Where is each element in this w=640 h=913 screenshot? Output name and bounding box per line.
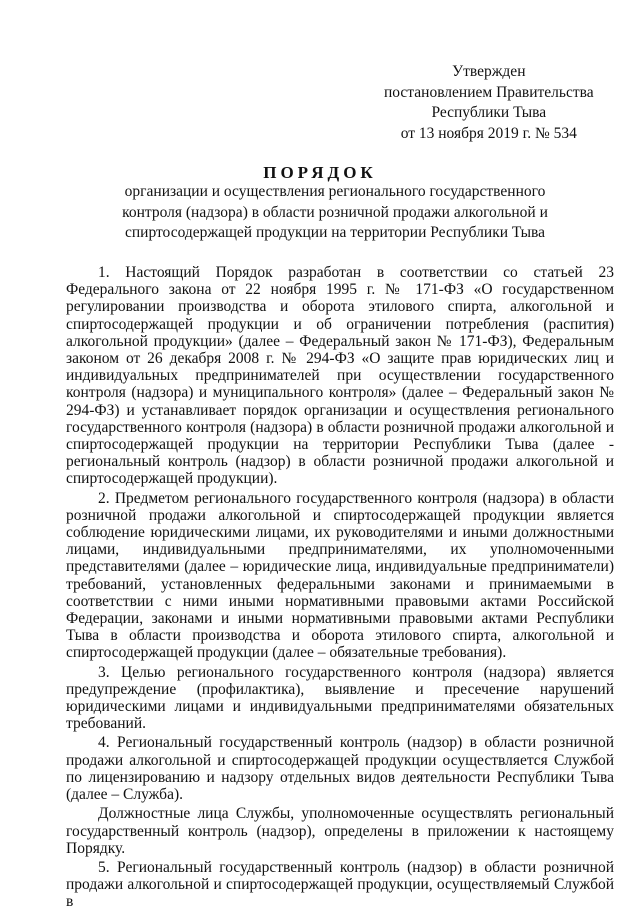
document-body [66,264,614,913]
approval-line-2: постановлением Правительства [384,83,594,101]
approval-stamp [384,62,594,144]
document-title: ПОРЯДОК [263,163,377,182]
paragraph-2: 2. Предметом регионального государственного контроля (надзора) в области розничной продажи алкогольной и спиртосодержащей продукции является соблюдение юридическими лицами, их руководителями и иными должностными лицами, индивидуальными предпринимателями, их уполномоченными представителями (далее – юридические лица, индивидуальные предприниматели) требований, установленных федеральными законами и принимаемыми в соответствии с ними иными нормативными правовыми актами Российской Федерации, законами и иными нормативными правовыми актами Республики Тыва в области производства и оборота этилового спирта, алкогольной и спиртосодержащей продукции (далее – обязательные требования). [66,489,614,662]
paragraph-1: 1. Настоящий Порядок разработан в соответствии со статьей 23 Федерального закона от 22 ноября 1995 г. № 171-ФЗ «О государственном регулировании производства и оборота этилового спирта, алкогольной и спиртосодержащей продукции и об ограничении потребления (распития) алкогольной продукции» (далее – Федеральный закон № 171-ФЗ), Федеральным законом от 26 декабря 2008 г. № 294-ФЗ «О защите прав юридических лиц и индивидуальных предпринимателей при осуществлении государственного контроля (надзора) и муниципального контроля» (далее – Федеральный закон № 294-ФЗ) и устанавливает порядок организации и осуществления регионального государственного контроля (надзора) в области розничной продажи алкогольной и спиртосодержащей продукции на территории Республики Тыва (далее - региональный контроль (надзор) в области розничной продажи алкогольной и спиртосодержащей продукции). [66,264,614,488]
paragraph-4: 4. Региональный государственный контроль (надзор) в области розничной продажи алкогольной и спиртосодержащей продукции осуществляется Службой по лицензированию и надзору отдельных видов деятельности Республики Тыва (далее – Служба). [66,734,614,804]
approval-line-3: Республики Тыва [431,104,547,121]
paragraph-5: 5. Региональный государственный контроль (надзор) в области розничной продажи алкогольной и спиртосодержащей продукции, осуществляемый Службой в [66,858,614,911]
approval-line-4: от 13 ноября 2019 г. № 534 [400,124,577,142]
paragraph-3: 3. Целью регионального государственного контроля (надзора) является предупреждение (профилактика), выявление и пресечение нарушений юридическими лицами и индивидуальными предпринимателями обязательных требований. [66,663,614,733]
approval-line-1: Утвержден [452,63,526,80]
paragraph-4-continued: Должностные лица Службы, уполномоченные осуществлять региональный государственный контроль (надзор), определены в приложении к настоящему Порядку. [66,805,614,857]
document-subtitle: организации и осуществления регионального государственного контроля (надзора) в области розничной продажи алкогольной и спиртосодержащей продукции на территории Республики Тыва [122,183,548,241]
